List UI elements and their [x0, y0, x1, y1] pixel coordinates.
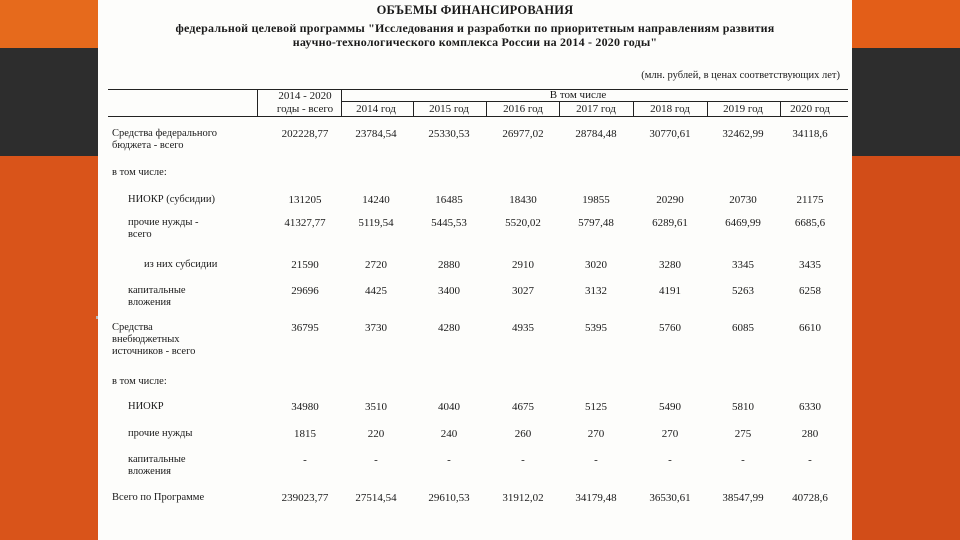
table-cell-value: 4935	[512, 322, 534, 334]
table-cell-value: 31912,02	[502, 492, 544, 504]
table-cell-value: 202228,77	[281, 128, 329, 140]
table-cell-value: 28784,48	[575, 128, 617, 140]
table-cell-value: 4191	[659, 285, 681, 297]
document-subtitle-line2: научно-технологического комплекса России на 2014 - 2020 годы"	[292, 35, 658, 49]
row-label: в том числе:	[112, 376, 167, 387]
table-cell-value: 20290	[656, 194, 684, 206]
table-cell-value: 16485	[435, 194, 463, 206]
table-cell-value: -	[741, 454, 745, 466]
table-cell-value: 5125	[585, 401, 607, 413]
header-year: 2015 год	[429, 103, 469, 115]
table-cell-value: 5395	[585, 322, 607, 334]
table-cell-value: 19855	[582, 194, 610, 206]
table-cell-value: 6258	[799, 285, 821, 297]
table-cell-value: 25330,53	[428, 128, 470, 140]
row-label: Средства	[112, 322, 153, 333]
col-divider-label	[257, 89, 258, 117]
table-cell-value: 240	[440, 428, 458, 440]
background-left-top	[0, 0, 98, 48]
table-cell-value: 29696	[291, 285, 319, 297]
table-cell-value: 4425	[365, 285, 387, 297]
table-cell-value: -	[668, 454, 672, 466]
table-cell-value: 4675	[512, 401, 534, 413]
table-cell-value: 3730	[365, 322, 387, 334]
table-cell-value: 4040	[438, 401, 460, 413]
table-cell-value: 5490	[659, 401, 681, 413]
row-label: вложения	[128, 466, 171, 477]
table-cell-value: 20730	[729, 194, 757, 206]
table-cell-value: 21590	[291, 259, 319, 271]
table-cell-value: 270	[587, 428, 605, 440]
table-cell-value: 41327,77	[284, 217, 326, 229]
table-cell-value: 270	[661, 428, 679, 440]
table-cell-value: 6685,6	[794, 217, 826, 229]
table-cell-value: 2720	[365, 259, 387, 271]
table-cell-value: 4280	[438, 322, 460, 334]
table-cell-value: 6330	[799, 401, 821, 413]
table-cell-value: 3132	[585, 285, 607, 297]
row-label: прочие нужды	[128, 428, 193, 439]
table-cell-value: 260	[514, 428, 532, 440]
row-label: НИОКР	[128, 401, 164, 412]
table-cell-value: 6085	[732, 322, 754, 334]
units-note: (млн. рублей, в ценах соответствующих лет)	[641, 70, 840, 81]
header-total-label: 2014 - 2020	[278, 90, 332, 102]
table-cell-value: 280	[801, 428, 819, 440]
document-title: ОБЪЕМЫ ФИНАНСИРОВАНИЯ	[376, 3, 574, 17]
header-year: 2017 год	[576, 103, 616, 115]
header-year: 2014 год	[356, 103, 396, 115]
row-label: капитальные	[128, 454, 186, 465]
table-cell-value: 220	[367, 428, 385, 440]
table-cell-value: 6289,61	[652, 217, 688, 229]
row-label: Средства федерального	[112, 128, 217, 139]
table-cell-value: 3435	[799, 259, 821, 271]
table-cell-value: 2910	[512, 259, 534, 271]
table-cell-value: -	[374, 454, 378, 466]
background-left-bottom	[0, 156, 98, 540]
background-right-bottom	[852, 156, 960, 540]
row-label: всего	[128, 229, 152, 240]
header-year: 2018 год	[650, 103, 690, 115]
header-year: 2020 год	[790, 103, 830, 115]
row-label: Всего по Программе	[112, 492, 205, 503]
row-label: капитальные	[128, 285, 186, 296]
table-cell-value: 3400	[438, 285, 460, 297]
background-right-band	[852, 48, 960, 156]
table-cell-value: 239023,77	[281, 492, 329, 504]
table-cell-value: 1815	[294, 428, 316, 440]
row-label: прочие нужды -	[128, 217, 199, 228]
group-rule	[341, 101, 848, 102]
table-cell-value: 34118,6	[792, 128, 828, 140]
table-cell-value: 3345	[732, 259, 754, 271]
header-bottom-rule	[108, 116, 848, 117]
table-cell-value: 32462,99	[722, 128, 764, 140]
table-cell-value: 21175	[796, 194, 824, 206]
row-label: внебюджетных	[112, 334, 180, 345]
table-cell-value: 6469,99	[725, 217, 761, 229]
table-cell-value: 36530,61	[649, 492, 691, 504]
table-cell-value: 5445,53	[431, 217, 467, 229]
table-cell-value: 14240	[362, 194, 390, 206]
table-cell-value: 26977,02	[502, 128, 544, 140]
table-cell-value: 3027	[512, 285, 534, 297]
table-cell-value: 3280	[659, 259, 681, 271]
row-label: из них субсидии	[144, 259, 218, 270]
table-cell-value: 5760	[659, 322, 681, 334]
table-cell-value: 5520,02	[505, 217, 541, 229]
row-label: в том числе:	[112, 167, 167, 178]
row-label: источников - всего	[112, 346, 196, 357]
table-cell-value: 3510	[365, 401, 387, 413]
row-label: вложения	[128, 297, 171, 308]
background-right-top	[852, 0, 960, 48]
table-cell-value: -	[447, 454, 451, 466]
header-group-label: В том числе	[549, 89, 607, 101]
header-total-label-2: годы - всего	[276, 103, 334, 115]
table-cell-value: 131205	[288, 194, 322, 206]
table-cell-value: 5810	[732, 401, 754, 413]
table-cell-value: 2880	[438, 259, 460, 271]
table-cell-value: 30770,61	[649, 128, 691, 140]
table-top-rule	[108, 89, 848, 90]
table-cell-value: 5797,48	[578, 217, 614, 229]
table-cell-value: -	[594, 454, 598, 466]
document-subtitle-line1: федеральной целевой программы "Исследования и разработки по приоритетным направлениям развития	[175, 21, 775, 35]
document-sheet	[98, 0, 852, 540]
row-label: бюджета - всего	[112, 140, 184, 151]
table-cell-value: -	[808, 454, 812, 466]
table-cell-value: 36795	[291, 322, 319, 334]
table-cell-value: 38547,99	[722, 492, 764, 504]
table-cell-value: 3020	[585, 259, 607, 271]
table-cell-value: 27514,54	[355, 492, 397, 504]
table-cell-value: 18430	[509, 194, 537, 206]
row-label: НИОКР (субсидии)	[128, 194, 216, 205]
table-cell-value: 23784,54	[355, 128, 397, 140]
header-year: 2019 год	[723, 103, 763, 115]
table-cell-value: 29610,53	[428, 492, 470, 504]
table-cell-value: 34179,48	[575, 492, 617, 504]
table-cell-value: 275	[734, 428, 752, 440]
table-cell-value: 5119,54	[358, 217, 394, 229]
table-cell-value: 34980	[291, 401, 319, 413]
header-year: 2016 год	[503, 103, 543, 115]
table-cell-value: 40728,6	[792, 492, 828, 504]
table-cell-value: -	[303, 454, 307, 466]
table-cell-value: -	[521, 454, 525, 466]
table-cell-value: 5263	[732, 285, 754, 297]
table-cell-value: 6610	[799, 322, 821, 334]
background-left-band	[0, 48, 98, 156]
